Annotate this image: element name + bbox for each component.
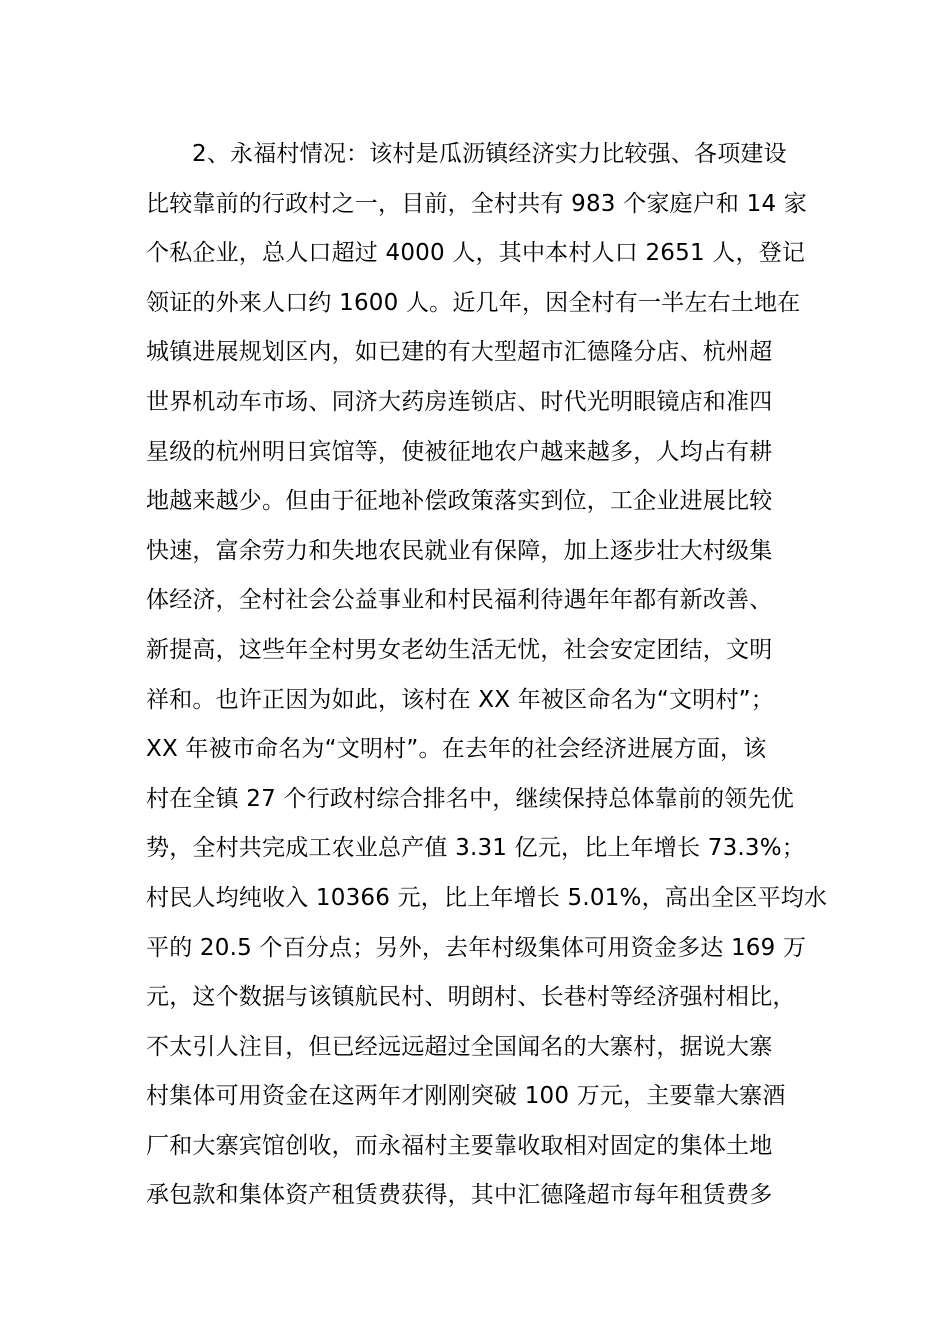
text-line: 快速，富余劳力和失地农民就业有保障，加上逐步壮大村级集 [146,537,773,564]
text-line: 平的 20.5 个百分点；另外，去年村级集体可用资金多达 169 万 [146,934,807,961]
text-line: 个私企业，总人口超过 4000 人，其中本村人口 2651 人，登记 [146,240,806,267]
text-line: 承包款和集体资产租赁费获得，其中汇德隆超市每年租赁费多 [146,1182,773,1209]
text-line: 世界机动车市场、同济大药房连锁店、时代光明眼镜店和准四 [146,388,773,415]
body-paragraph [146,130,828,1221]
text-line: 势，全村共完成工农业总产值 3.31 亿元，比上年增长 73.3%； [146,835,806,862]
text-line: XX 年被市命名为“文明村”。在去年的社会经济进展方面，该 [146,736,767,763]
text-line: 厂和大寨宾馆创收，而永福村主要靠收取相对固定的集体土地 [146,1132,773,1159]
text-line: 体经济，全村社会公益事业和村民福利待遇年年都有新改善、 [146,587,773,614]
text-line: 村民人均纯收入 10366 元，比上年增长 5.01%，高出全区平均水 [146,884,828,911]
text-line: 星级的杭州明日宾馆等，使被征地农户越来越多，人均占有耕 [146,438,773,465]
text-line: 村在全镇 27 个行政村综合排名中，继续保持总体靠前的领先优 [146,785,794,812]
text-line: 地越来越少。但由于征地补偿政策落实到位，工企业进展比较 [146,488,773,515]
text-line: 不太引人注目，但已经远远超过全国闻名的大寨村，据说大寨 [146,1033,773,1060]
text-line: 村集体可用资金在这两年才刚刚突破 100 万元，主要靠大寨酒 [146,1083,786,1110]
text-line: 新提高，这些年全村男女老幼生活无忧，社会安定团结，文明 [146,636,773,663]
text-line: 领证的外来人口约 1600 人。近几年，因全村有一半左右土地在 [146,289,801,316]
text-line: 祥和。也许正因为如此，该村在 XX 年被区命名为“文明村”； [146,686,774,713]
text-line: 比较靠前的行政村之一，目前，全村共有 983 个家庭户和 14 家 [146,190,808,217]
text-line: 元，这个数据与该镇航民村、明朗村、长巷村等经济强村相比， [146,984,796,1011]
text-line: 2、永福村情况：该村是瓜沥镇经济实力比较强、各项建设 [192,141,787,167]
text-line: 城镇进展规划区内，如已建的有大型超市汇德隆分店、杭州超 [146,339,773,366]
